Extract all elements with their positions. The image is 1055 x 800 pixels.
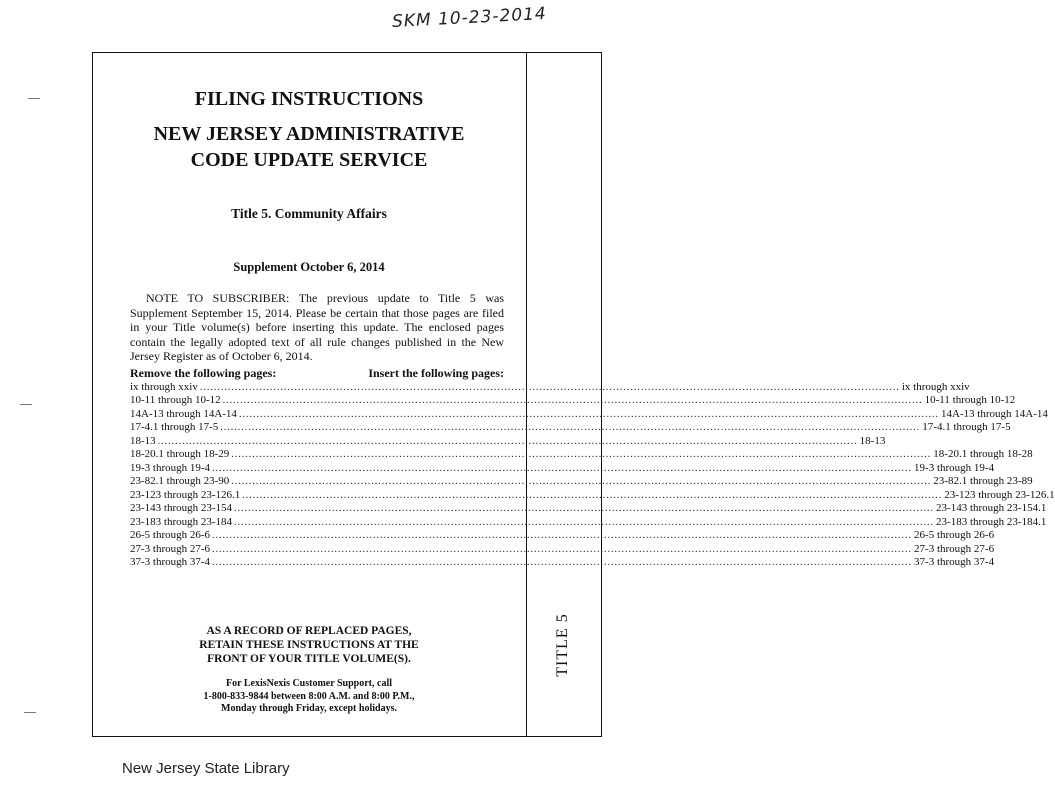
- remove-pages-cell: 19-3 through 19-4: [130, 461, 211, 474]
- leader-dots: ........................................................................................................................................................................................................: [234, 516, 935, 528]
- remove-pages-cell: 23-123 through 23-126.1: [130, 488, 241, 501]
- remove-pages-cell: 26-5 through 26-6: [130, 529, 211, 541]
- record-notice: [92, 624, 526, 666]
- page-title: FILING INSTRUCTIONS: [194, 88, 424, 110]
- insert-pages-cell: 23-123 through 23-126.1: [944, 488, 1055, 501]
- scan-mark: [28, 98, 40, 99]
- table-row: [130, 407, 1048, 422]
- insert-pages-cell: 23-82.1 through 23-89: [933, 475, 1033, 487]
- subtitle-text: NEW JERSEY ADMINISTRATIVE CODE UPDATE SERVICE: [153, 123, 465, 171]
- insert-pages-cell: 18-20.1 through 18-28: [933, 448, 1033, 460]
- insert-pages-cell: ix through xxiv: [901, 380, 970, 393]
- supplement-line: Supplement October 6, 2014: [233, 260, 385, 274]
- leader-dots: ........................................................................................................................................................................................................: [199, 381, 900, 393]
- remove-pages-cell: 14A-13 through 14A-14: [130, 407, 237, 420]
- title-line: Title 5. Community Affairs: [231, 206, 387, 221]
- support-info: [92, 678, 526, 716]
- table-row: [130, 380, 970, 395]
- library-stamp: New Jersey State Library: [122, 760, 290, 777]
- remove-pages-cell: 18-20.1 through 18-29: [130, 448, 230, 460]
- leader-dots: ........................................................................................................................................................................................................: [212, 557, 913, 568]
- leader-dots: ........................................................................................................................................................................................................: [231, 476, 932, 487]
- page-subtitle: [92, 121, 526, 173]
- remove-pages-cell: ix through xxiv: [130, 380, 198, 393]
- record-line-2: RETAIN THESE INSTRUCTIONS AT THE: [199, 639, 419, 651]
- remove-pages-cell: 23-183 through 23-184: [130, 515, 233, 528]
- leader-dots: ........................................................................................................................................................................................................: [242, 489, 943, 501]
- support-line-1: For LexisNexis Customer Support, call: [225, 678, 392, 689]
- pages-table: [130, 366, 1055, 570]
- record-line-1: AS A RECORD OF REPLACED PAGES,: [206, 625, 412, 637]
- insert-pages-cell: 17-4.1 through 17-5: [922, 421, 1011, 433]
- table-row: [130, 502, 1047, 516]
- insert-header: Insert the following pages:: [368, 366, 504, 380]
- remove-pages-cell: 17-4.1 through 17-5: [130, 421, 219, 433]
- support-line-2: 1-800-833-9844 between 8:00 A.M. and 8:00 P.M.,: [203, 690, 415, 702]
- insert-pages-cell: 10-11 through 10-12: [924, 394, 1016, 406]
- insert-pages-cell: 37-3 through 37-4: [914, 556, 995, 568]
- insert-pages-cell: 18-13: [859, 434, 886, 447]
- subscriber-note: NOTE TO SUBSCRIBER: The previous update to Title 5 was Supplement September 15, 2014. Please be certain that those pages are filed in your Title volume(s) before inserting this update. The enclosed pages contain the legally adopted text of all rule changes published in the New Jersey Register as of October 6, 2014.: [130, 291, 504, 363]
- table-row: [130, 515, 1047, 530]
- insert-pages-cell: 23-183 through 23-184.1: [936, 515, 1047, 528]
- leader-dots: ........................................................................................................................................................................................................: [212, 543, 913, 555]
- remove-pages-cell: 23-82.1 through 23-90: [130, 475, 230, 487]
- table-row: [130, 394, 1016, 408]
- table-row: [130, 421, 1011, 435]
- table-row: [130, 488, 1055, 503]
- remove-pages-cell: 18-13: [130, 434, 156, 447]
- table-row: [130, 556, 995, 570]
- table-row: [130, 475, 1033, 489]
- leader-dots: ........................................................................................................................................................................................................: [222, 395, 923, 406]
- remove-pages-cell: 27-3 through 27-6: [130, 542, 211, 555]
- remove-pages-cell: 37-3 through 37-4: [130, 556, 211, 568]
- leader-dots: ........................................................................................................................................................................................................: [231, 449, 932, 460]
- table-row: [130, 529, 995, 543]
- table-row: [130, 542, 995, 557]
- leader-dots: ........................................................................................................................................................................................................: [212, 530, 913, 541]
- remove-header: Remove the following pages:: [130, 366, 277, 380]
- handwritten-note: SKM 10-23-2014: [391, 3, 548, 33]
- remove-pages-cell: 23-143 through 23-154: [130, 502, 233, 514]
- leader-dots: ........................................................................................................................................................................................................: [234, 503, 935, 514]
- insert-pages-cell: 27-3 through 27-6: [914, 542, 995, 555]
- table-row: [130, 461, 995, 476]
- insert-pages-cell: 14A-13 through 14A-14: [940, 407, 1048, 420]
- table-rows: [130, 380, 1055, 570]
- table-header: [130, 367, 504, 381]
- leader-dots: ........................................................................................................................................................................................................: [238, 408, 939, 420]
- scan-mark: [24, 712, 36, 713]
- remove-pages-cell: 10-11 through 10-12: [130, 394, 221, 406]
- table-row: [130, 448, 1033, 462]
- record-line-3: FRONT OF YOUR TITLE VOLUME(S).: [207, 653, 411, 665]
- leader-dots: ........................................................................................................................................................................................................: [212, 462, 913, 474]
- scan-mark: [20, 404, 32, 405]
- table-row: [130, 434, 886, 449]
- insert-pages-cell: 23-143 through 23-154.1: [936, 502, 1047, 514]
- insert-pages-cell: 26-5 through 26-6: [914, 529, 995, 541]
- insert-pages-cell: 19-3 through 19-4: [914, 461, 995, 474]
- leader-dots: ........................................................................................................................................................................................................: [220, 422, 921, 433]
- leader-dots: ........................................................................................................................................................................................................: [157, 435, 858, 447]
- support-line-3: Monday through Friday, except holidays.: [221, 703, 397, 714]
- side-tab-label: TITLE 5: [554, 613, 571, 677]
